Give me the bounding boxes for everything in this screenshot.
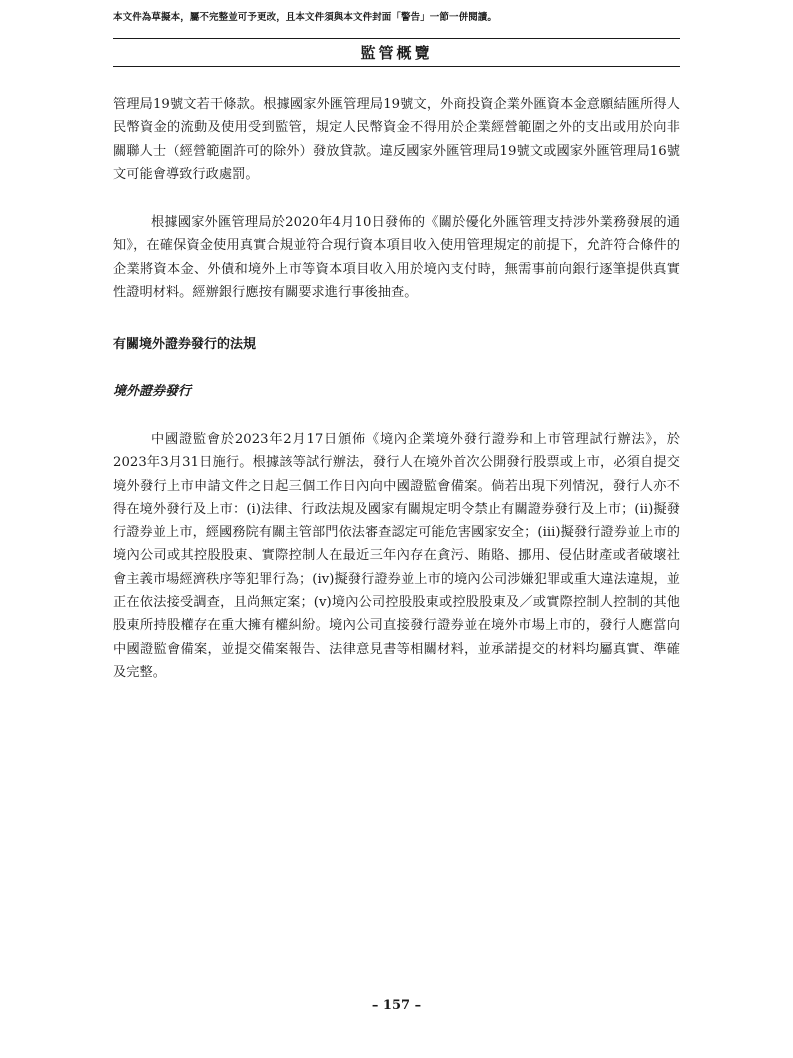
draft-notice: 本文件為草擬本，屬不完整並可予更改，且本文件須與本文件封面「警告」一節一併閱讀。 — [113, 12, 498, 23]
paragraph-csrc-trial-measures: 中國證監會於2023年2月17日頒佈《境內企業境外發行證券和上市管理試行辦法》，於2023年3月31日施行。根據該等試行辦法，發行人在境外首次公開發行股票或上市，必須自提交境外發行上市申請文件之日起三個工作日內向中國證監會備案。倘若出現下列情況，發行人亦不得在境外發行及上市：(i)法律、行政法規及國家有關規定明令禁止有關證券發行及上市；(ii)擬發行證券並上市，經國務院有關主管部門依法審查認定可能危害國家安全；(iii)擬發行證券並上市的境內公司或其控股股東、實際控制人在最近三年內存在貪污、賄賂、挪用、侵佔財產或者破壞社會主義市場經濟秩序等犯罪行為；(iv)擬發行證券並上市的境內公司涉嫌犯罪或重大違法違規，並正在依法接受調查，且尚無定案；(v)境內公司控股股東或控股股東及／或實際控制人控制的其他股東所持股權存在重大擁有權糾紛。境內公司直接發行證券並在境外市場上市的，發行人應當向中國證監會備案，並提交備案報告、法律意見書等相關材料，並承諾提交的材料均屬真實、準確及完整。 — [113, 432, 680, 680]
subheading-overseas-securities-offering: 境外證券發行 — [113, 384, 192, 399]
header-rule-top — [113, 38, 680, 39]
heading-overseas-securities-regulations: 有關境外證券發行的法規 — [113, 337, 257, 352]
paragraph-safe-circular-19: 管理局19號文若干條款。根據國家外匯管理局19號文，外商投資企業外匯資本金意願結匯所得人民幣資金的流動及使用受到監管，規定人民幣資金不得用於企業經營範圍之外的支出或用於向非關聯人士（經營範圍許可的除外）發放貸款。違反國家外匯管理局19號文或國家外匯管理局16號文可能會導致行政處罰。 — [113, 97, 680, 182]
paragraph-safe-2020-notice: 根據國家外匯管理局於2020年4月10日發佈的《關於優化外匯管理支持涉外業務發展的通知》，在確保資金使用真實合規並符合現行資本項目收入使用管理規定的前提下，允許符合條件的企業將資本金、外債和境外上市等資本項目收入用於境內支付時，無需事前向銀行逐筆提供真實性證明材料。經辦銀行應按有關要求進行事後抽查。 — [113, 215, 680, 300]
header-rule-bottom — [113, 66, 680, 67]
page-number: – 157 – — [371, 998, 422, 1013]
section-title: 監管概覽 — [360, 44, 433, 62]
